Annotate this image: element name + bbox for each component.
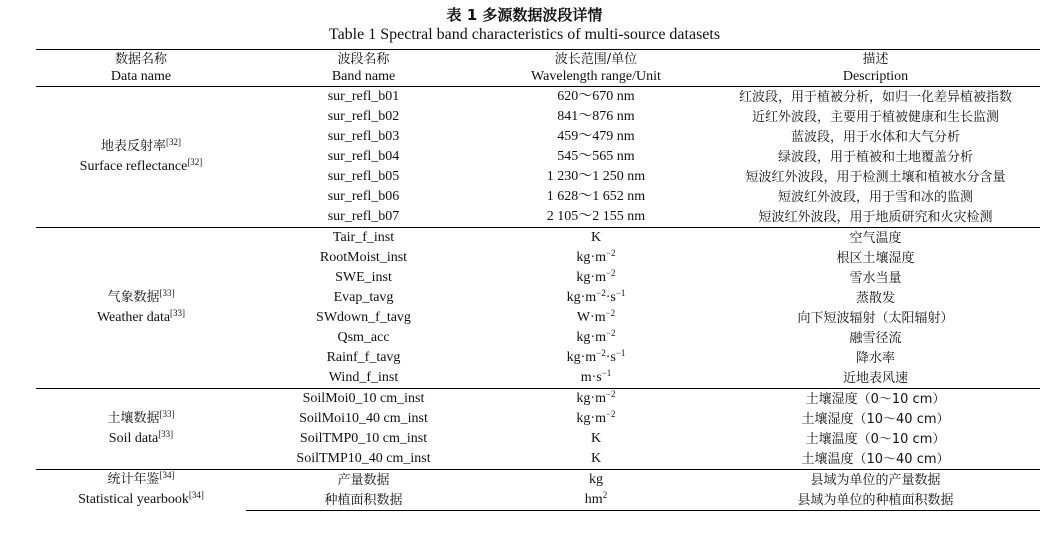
header-wavelength-cn: 波长范围/单位 <box>481 50 711 69</box>
description: 土壤湿度（10～40 cm） <box>801 411 950 427</box>
band-name: SWE_inst <box>335 270 392 285</box>
band-name: sur_refl_b06 <box>327 189 400 204</box>
unit: kg <box>481 470 711 491</box>
unit: $kg\cdot m^{-2}$ <box>576 409 616 426</box>
unit: $kg\cdot m^{-2}\cdot s^{-1}$ <box>566 348 626 365</box>
citation: [33] <box>159 409 175 419</box>
group-name-en: Surface reflectance <box>79 159 188 174</box>
description: 短波红外波段，用于雪和冰的监测 <box>777 189 973 205</box>
unit: $kg\cdot m^{-2}\cdot s^{-1}$ <box>566 288 626 305</box>
description: 土壤温度（10～40 cm） <box>801 451 950 467</box>
group-name-cell <box>36 389 246 470</box>
table-caption-en: Table 1 Spectral band characteristics of multi-source datasets <box>328 26 721 43</box>
citation: [32] <box>187 157 203 167</box>
band-name: SoilMoi0_10 cm_inst <box>246 389 481 410</box>
band-name: SWdown_f_tavg <box>316 310 411 325</box>
group-name-en: Soil data <box>108 431 159 446</box>
unit: $W\cdot m^{-2}$ <box>576 308 616 325</box>
description: 县域为单位的种植面积数据 <box>711 490 1040 511</box>
description: 空气温度 <box>711 228 1040 249</box>
header-wavelength-en: Wavelength range/Unit <box>481 68 711 87</box>
wavelength-range: 459～479 nm <box>557 129 635 144</box>
unit: K <box>590 431 602 446</box>
description: 根区土壤湿度 <box>836 250 915 266</box>
unit: K <box>590 451 602 466</box>
band-name: 种植面积数据 <box>246 490 481 511</box>
wavelength-range: 620～670 nm <box>481 87 711 108</box>
band-name: SoilMoi10_40 cm_inst <box>299 411 428 426</box>
group-name-cn: 地表反射率 <box>100 139 166 154</box>
description: 短波红外波段，用于检测土壤和植被水分含量 <box>745 169 1006 185</box>
description: 近红外波段，主要用于植被健康和生长监测 <box>751 109 999 125</box>
group-name-cn: 土壤数据 <box>107 411 160 426</box>
band-name: RootMoist_inst <box>319 250 408 265</box>
header-description-cn: 描述 <box>711 50 1040 69</box>
band-table <box>36 49 1040 511</box>
band-name: Evap_tavg <box>333 290 394 305</box>
table-row <box>36 228 1040 249</box>
wavelength-range: 545～565 nm <box>557 149 635 164</box>
band-name: SoilTMP0_10 cm_inst <box>299 431 428 446</box>
citation: [34] <box>159 470 175 481</box>
citation: [33] <box>159 288 175 298</box>
description: 降水率 <box>855 350 895 366</box>
band-name: sur_refl_b01 <box>246 87 481 108</box>
band-name: sur_refl_b04 <box>327 149 400 164</box>
unit: $hm^2$ <box>481 490 711 511</box>
group-name-cell <box>36 87 246 228</box>
unit: $kg\cdot m^{-2}$ <box>576 268 616 285</box>
unit: K <box>481 228 711 249</box>
wavelength-range: 1 230～1 250 nm <box>546 169 646 184</box>
header-band-name-cn: 波段名称 <box>246 50 481 69</box>
description: 蓝波段，用于水体和大气分析 <box>790 129 960 145</box>
band-name: Rainf_f_tavg <box>326 350 401 365</box>
header-data-name-en: Data name <box>36 68 246 87</box>
unit: $kg\cdot m^{-2}$ <box>481 389 711 410</box>
unit: $kg\cdot m^{-2}$ <box>576 328 616 345</box>
group-name-en: Weather data <box>96 310 171 325</box>
header-data-name-cn: 数据名称 <box>36 50 246 69</box>
group-surface-reflectance <box>36 87 1040 228</box>
description: 县域为单位的产量数据 <box>711 470 1040 491</box>
header-description-en: Description <box>711 68 1040 87</box>
description: 雪水当量 <box>849 270 902 286</box>
citation: [33] <box>158 429 174 439</box>
band-name: Qsm_acc <box>337 330 390 345</box>
description: 短波红外波段，用于地质研究和火灾检测 <box>758 209 993 225</box>
citation: [34] <box>188 490 204 501</box>
unit: $kg\cdot m^{-2}$ <box>576 248 616 265</box>
table-row <box>36 389 1040 410</box>
band-name: Tair_f_inst <box>246 228 481 249</box>
group-name-cn: 气象数据 <box>107 290 160 305</box>
wavelength-range: 1 628～1 652 nm <box>546 189 646 204</box>
group-statistical-yearbook <box>36 470 1040 511</box>
description: 向下短波辐射（太阳辐射） <box>797 310 954 326</box>
description: 红波段，用于植被分析，如归一化差异植被指数 <box>711 87 1040 108</box>
description: 近地表风速 <box>842 370 908 386</box>
group-name-cell <box>36 470 246 511</box>
table-row <box>36 470 1040 491</box>
description: 土壤温度（0～10 cm） <box>805 431 946 447</box>
group-name-cn: 统计年鉴 <box>107 472 160 488</box>
unit: $m\cdot s^{-1}$ <box>580 368 612 385</box>
group-name-cell <box>36 228 246 389</box>
group-soil-data <box>36 389 1040 470</box>
wavelength-range: 841～876 nm <box>557 109 635 124</box>
description: 绿波段，用于植被和土地覆盖分析 <box>777 149 973 165</box>
band-name: SoilTMP10_40 cm_inst <box>296 451 431 466</box>
band-name: Wind_f_inst <box>328 370 399 385</box>
header-band-name-en: Band name <box>246 68 481 87</box>
band-name: sur_refl_b07 <box>327 209 400 224</box>
description: 蒸散发 <box>855 290 895 306</box>
citation: [32] <box>166 137 181 147</box>
citation: [33] <box>170 308 186 318</box>
description: 融雪径流 <box>849 330 902 346</box>
table-row <box>36 87 1040 108</box>
group-name-en: Statistical yearbook <box>78 492 189 508</box>
band-name: sur_refl_b02 <box>327 109 400 124</box>
band-name: sur_refl_b05 <box>327 169 400 184</box>
wavelength-range: 2 105～2 155 nm <box>546 209 646 224</box>
group-weather-data <box>36 228 1040 389</box>
band-name: sur_refl_b03 <box>327 129 400 144</box>
description: 土壤湿度（0～10 cm） <box>711 389 1040 410</box>
table-caption-cn: 表 1 多源数据波段详情 <box>446 6 603 24</box>
band-name: 产量数据 <box>246 470 481 491</box>
